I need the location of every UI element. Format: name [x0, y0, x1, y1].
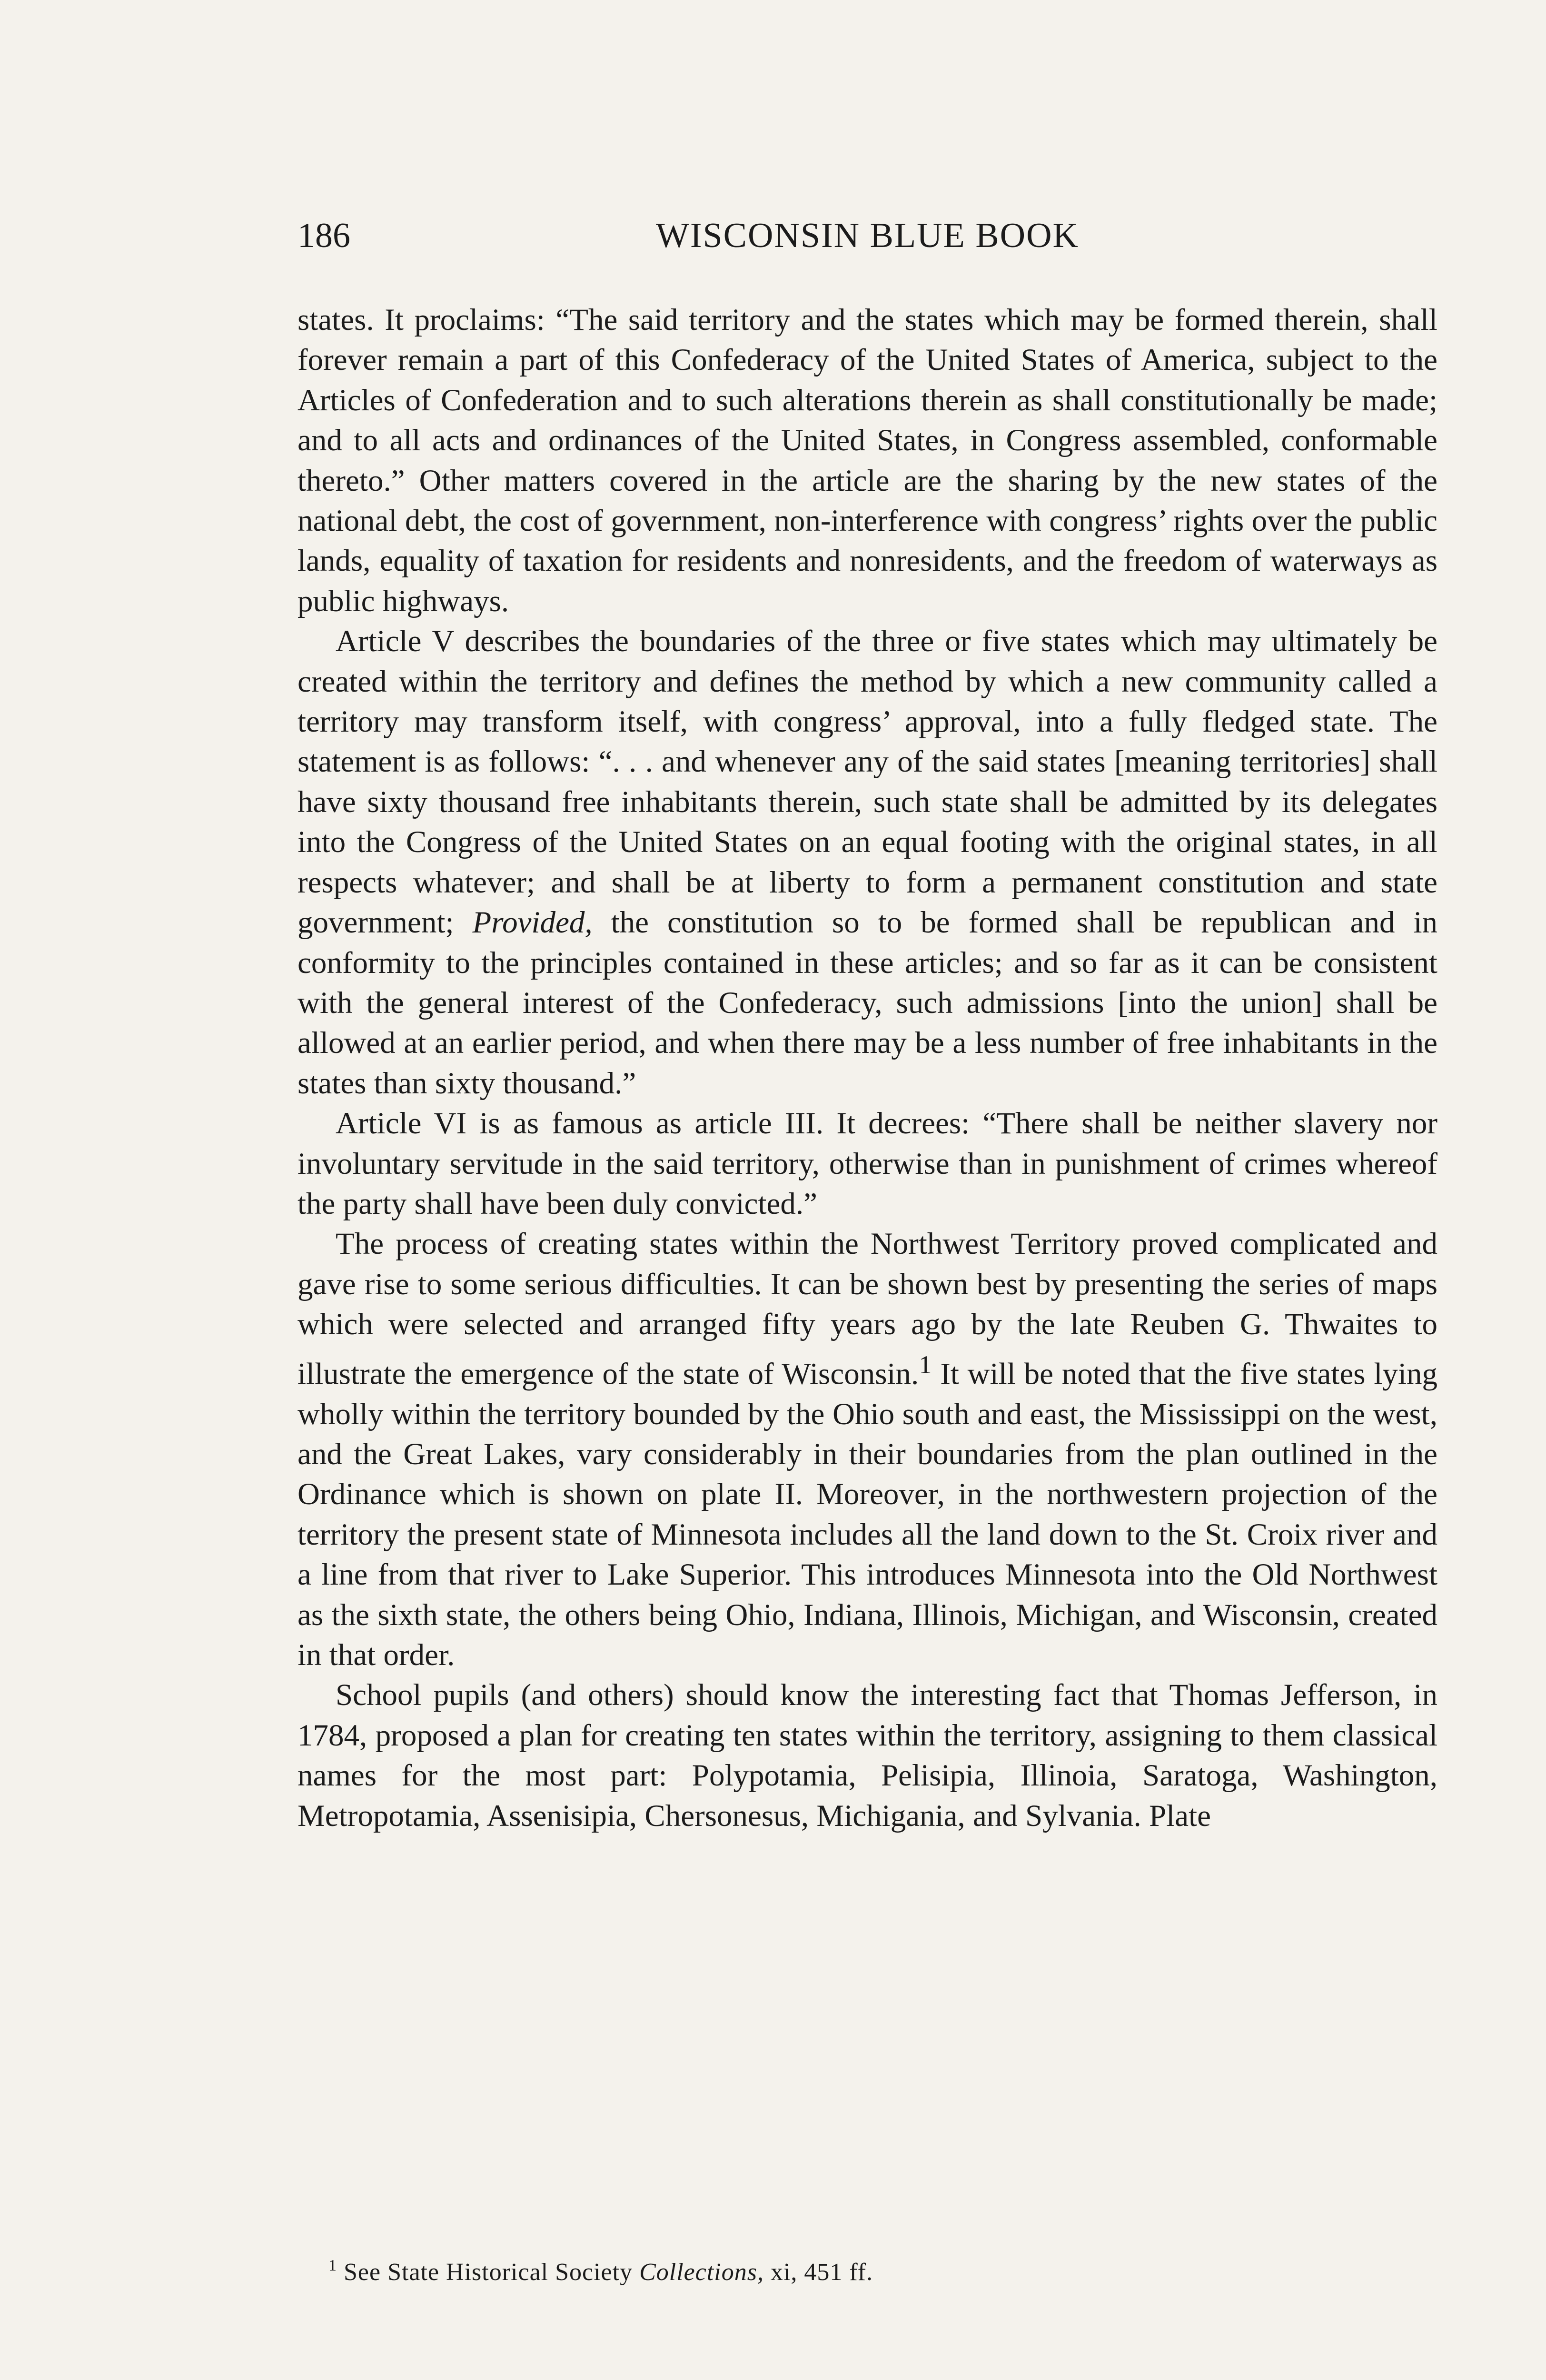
- footnote-reference: 1: [919, 1350, 932, 1379]
- italic-term: Provided,: [472, 905, 593, 940]
- paragraph: [297, 621, 1437, 1103]
- paragraph: [297, 1224, 1437, 1675]
- text-run: It will be noted that the five states lying wholly within the territory bounded by the Ohio south and east, the Mississippi on the west, and the Great Lakes, vary considerably in their boundaries from the plan outlined in the Ordinance which is shown on plate II. Moreover, in the northwestern projection of the territory the present state of Minnesota includes all the land down to the St. Croix river and a line from that river to Lake Superior. This introduces Minnesota into the Old Northwest as the sixth state, the others being Ohio, Indiana, Illinois, Michigan, and Wisconsin, created in that order.: [297, 1357, 1438, 1673]
- footnote-italic: Collections,: [639, 2259, 764, 2286]
- footnote: [328, 2249, 1423, 2289]
- footnote-text: xi, 451 ff.: [770, 2259, 873, 2286]
- footnote-text: See State Historical Society: [344, 2259, 633, 2286]
- paragraph: School pupils (and others) should know the interesting fact that Thomas Jefferson, in 1784, proposed a plan for creating ten states within the territory, assigning to them classical names for the most part: Polypotamia, Pelisipia, Illinoia, Saratoga, Washington, Metropotamia, Assenisipia, Chersonesus, Michigania, and Sylvania. Plate: [297, 1678, 1437, 1833]
- footnote-marker: 1: [328, 2257, 337, 2274]
- paragraph: Article VI is as famous as article III. It decrees: “There shall be neither slavery nor involuntary servitude in the said territory, otherwise than in punishment of crimes whereof the party shall have been duly convicted.”: [297, 1106, 1437, 1221]
- text-run: Article V describes the boundaries of the three or five states which may ultimately be created within the territory and defines the method by which a new community called a territory may transform itself, with congress’ approval, into a fully fledged state. The statement is as follows: “. . . and whenever any of the said states [meaning territories] shall have sixty thousand free inhabitants therein, such state shall be admitted by its delegates into the Congress of the United States on an equal footing with the original states, in all respects whatever; and shall be at liberty to form a permanent constitution and state government;: [297, 624, 1437, 940]
- text-run: The process of creating states within the Northwest Territory proved complicated and gave rise to some serious difficulties. It can be shown best by presenting the series of maps which were selected and arranged fifty years ago by the late Reuben G. Thwaites to illustrate the emergence of the state of Wisconsin.: [297, 1227, 1437, 1391]
- text-run: the constitution so to be formed shall be republican and in conformity to the principles contained in these articles; and so far as it can be consistent with the general interest of the Confederacy, such admissions [into the union] shall be allowed at an earlier period, and when there may be a less number of free inhabitants in the states than sixty thousand.”: [297, 905, 1438, 1101]
- running-title: WISCONSIN BLUE BOOK: [656, 216, 1079, 255]
- page-number: 186: [297, 216, 350, 255]
- paragraph: states. It proclaims: “The said territory and the states which may be formed therein, shall forever remain a part of this Confederacy of the United States of America, subject to the Articles of Confederation and to such alterations therein as shall constitutionally be made; and to all acts and ordinances of the United States, in Congress assembled, conformable thereto.” Other matters covered in the article are the sharing by the new states of the national debt, the cost of government, non-interference with congress’ rights over the public lands, equality of taxation for residents and nonresidents, and the freedom of waterways as public highways.: [297, 303, 1437, 618]
- body-text: [297, 300, 1437, 1836]
- page-header: [297, 209, 1437, 262]
